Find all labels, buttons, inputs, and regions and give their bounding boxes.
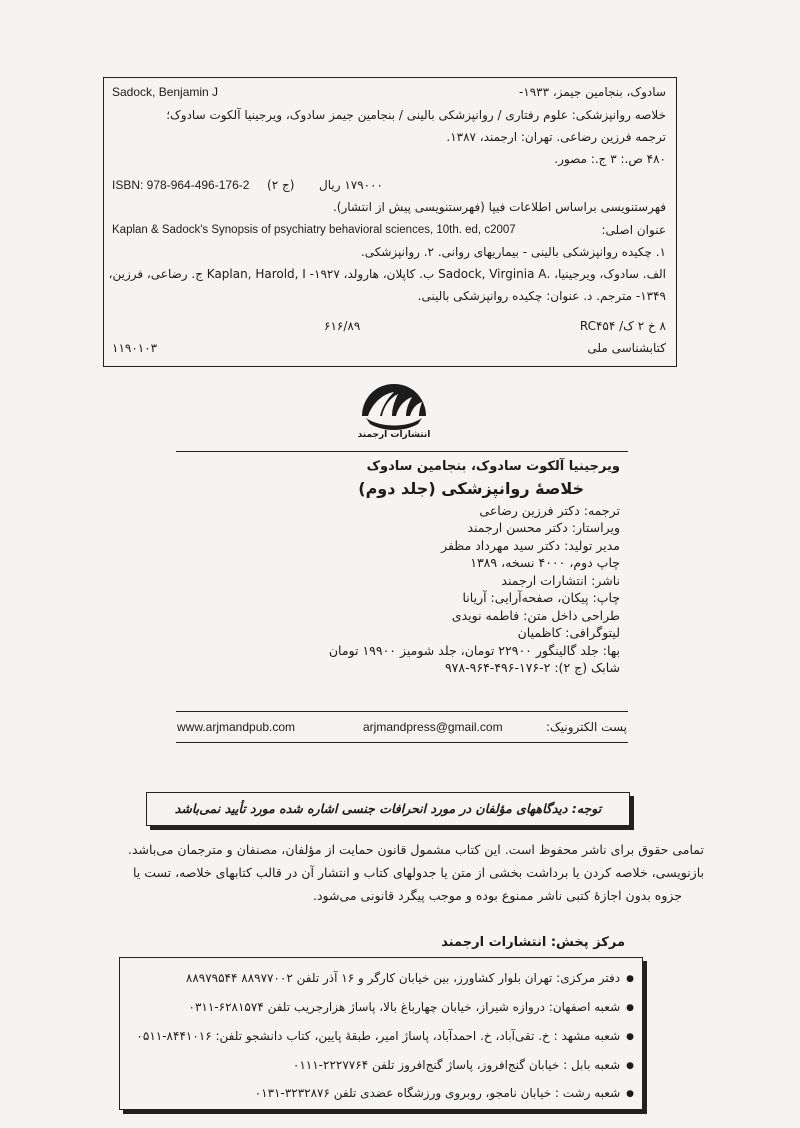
publisher-logo-text: انتشارات ارجمند (357, 430, 431, 440)
copyright-notice (84, 838, 704, 907)
contact-row (175, 720, 627, 738)
catalog-translator-line: ترجمه فرزین رضاعی. تهران: ارجمند، ۱۳۸۷. (446, 130, 666, 144)
rights-line: جزوه بدون اجازهٔ کتبی ناشر ممنوع بوده و موجب پیگرد قانونی می‌شود. (312, 888, 682, 903)
catalog-volume: (ج ۲) (267, 178, 295, 192)
divider-bottom (176, 742, 628, 743)
rights-line: تمامی حقوق برای ناشر محفوظ است. این کتاب مشمول قانون حمایت از مؤلفان، مصنفان و مترجمان می‌باشد. (128, 842, 704, 857)
credit-lithography: لیتوگرافی: کاظمیان (517, 625, 620, 640)
address-head-office: ● دفتر مرکزی: تهران بلوار کشاورز، بین خیابان کارگر و ۱۶ آذر تلفن ۸۸۹۷۷۰۰۲ ۸۸۹۷۹۵۴۴ (186, 970, 634, 987)
addresses-box (119, 957, 643, 1110)
added-entries-line: الف. سادوک، ویرجینیا، .Sadock, Virginia A ب. کاپلان، هارولد، ۱۹۲۷- Kaplan, Harold, I ج. رضاعی، فرزین، (108, 267, 666, 281)
catalog-author-line: سادوک، بنجامین جیمز، ۱۹۳۳- (518, 85, 666, 99)
divider-middle (176, 711, 628, 712)
book-title: خلاصهٔ روانپزشکی (جلد دوم) (358, 478, 584, 498)
credit-isbn: شابک (ج ۲): ۲-۱۷۶-۴۹۶-۹۶۴-۹۷۸ (444, 660, 620, 675)
book-authors: ویرجینیا آلکوت سادوک، بنجامین سادوک (366, 459, 620, 474)
cataloging-box (103, 77, 677, 367)
subject-line: ۱. چکیده روانپزشکی بالینی - بیماریهای روانی. ۲. روانپزشکی. (360, 245, 666, 259)
credit-production-manager: مدیر تولید: دکتر سید مهرداد مظفر (441, 537, 620, 553)
isbn: ISBN: 978-964-496-176-2 (112, 178, 250, 192)
credits-block (160, 458, 620, 677)
national-library-label: کتابشناسی ملی (587, 341, 666, 355)
credit-printing: چاپ: پیکان، صفحه‌آرایی: آریانا (462, 590, 620, 605)
catalog-title-line: خلاصه روانپزشکی: علوم رفتاری / روانپزشکی بالینی / بنجامین جیمز سادوک، ویرجینیا آلکوت سادوک؛ (166, 108, 666, 122)
credit-publisher: ناشر: انتشارات ارجمند (501, 572, 620, 588)
address-isfahan: ● شعبه اصفهان: دروازه شیراز، خیابان چهارباغ بالا، پاساژ هزارجریب تلفن ۶۲۸۱۵۷۴-۰۳۱۱ (189, 999, 634, 1016)
catalog-price: ۱۷۹۰۰۰ ریال (319, 178, 383, 192)
lc-number: ۸ خ ۲ ک/ RC۴۵۴ (579, 319, 666, 333)
address-rasht: ● شعبه رشت : خیابان نامجو، روبروی ورزشگاه عضدی تلفن ۳۲۳۲۸۷۶-۰۱۳۱ (255, 1085, 634, 1102)
credit-translator: ترجمه: دکتر فرزین رضاعی (479, 502, 620, 518)
email-label: پست الکترونیک: (545, 720, 627, 734)
divider-top (176, 451, 628, 452)
credit-design: طراحی داخل متن: فاطمه نویدی (451, 607, 620, 623)
dewey-number: ۶۱۶/۸۹ (324, 319, 361, 333)
catalog-pages-line: ۴۸۰ ص.: ۳ ج.: مصور. (554, 152, 666, 166)
email-link[interactable]: arjmandpress@gmail.com (363, 720, 503, 734)
address-babol: ● شعبه بابل : خیابان گنج‌افروز، پاساژ گنج‌افروز تلفن ۲۲۲۷۷۶۴-۰۱۱۱ (293, 1057, 634, 1074)
address-mashhad: ● شعبه مشهد : خ. تقی‌آباد، خ. احمدآباد، پاساژ امیر، طبقهٔ پایین، کتاب دانشجو تلفن: ۸۴۴۱۰۱۶-۰۵۱۱ (136, 1028, 634, 1045)
original-title-label: عنوان اصلی: (601, 223, 666, 237)
credit-edition: چاپ دوم، ۴۰۰۰ نسخه، ۱۳۸۹ (470, 555, 620, 570)
distribution-title: مرکز پخش: انتشارات ارجمند (441, 935, 625, 950)
fipa-note: فهرستنویسی براساس اطلاعات فیپا (فهرستنویسی پیش از انتشار). (332, 200, 666, 214)
translator-entry-line: ۱۳۴۹- مترجم. د. عنوان: چکیده روانپزشکی بالینی. (417, 289, 666, 303)
credit-price: بها: جلد گالینگور ۲۲۹۰۰ تومان، جلد شومیز ۱۹۹۰۰ تومان (328, 642, 620, 658)
website-link[interactable]: www.arjmandpub.com (177, 720, 296, 734)
notice-box: توجه: دیدگاههای مؤلفان در مورد انحرافات جنسی اشاره شده مورد تأیید نمی‌باشد (146, 792, 630, 826)
author-latin: Sadock, Benjamin J (112, 85, 219, 99)
original-title: Kaplan & Sadock's Synopsis of psychiatry behavioral sciences, 10th. ed, c2007 (112, 224, 516, 236)
rights-line: بازنویسی، خلاصه کردن یا برداشت بخشی از متن یا جدولهای کتاب و انتشار آن در قالب کتابهای خلاصه، تست یا (132, 865, 704, 880)
national-bibliography-number: ۱۱۹۰۱۰۳ (112, 341, 158, 355)
credit-editor: ویراستار: دکتر محسن ارجمند (467, 520, 620, 535)
